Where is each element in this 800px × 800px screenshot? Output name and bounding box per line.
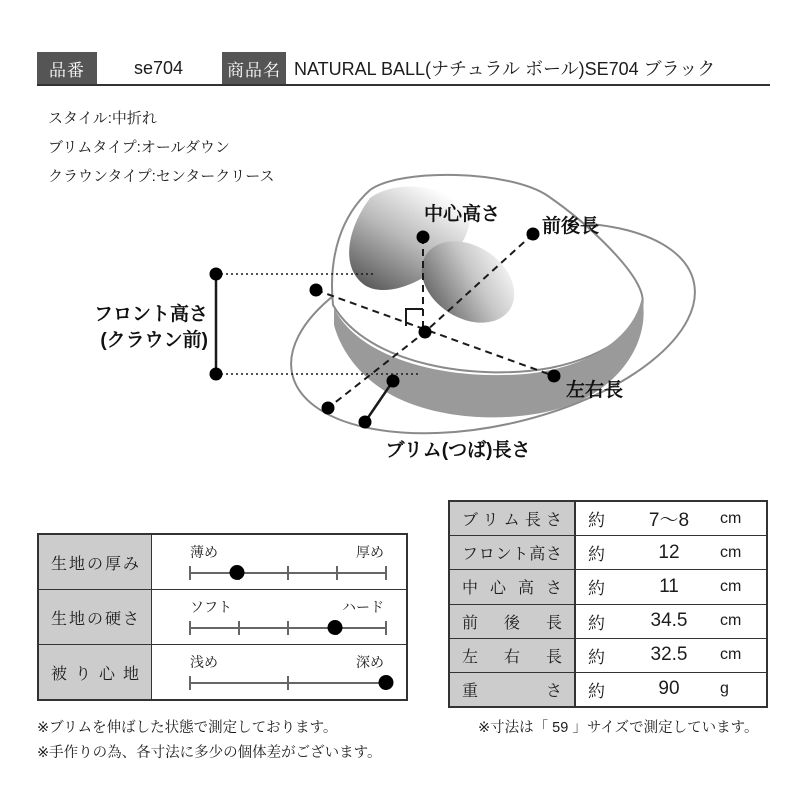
slider-label-thickness: [39, 535, 152, 589]
spec-unit: cm: [720, 577, 742, 595]
diagram-label-center-height: 中心高さ: [423, 204, 501, 225]
footnote-handmade: ※手作りの為、各寸法に多少の個体差がございます。: [37, 745, 382, 761]
item-number-value: se704: [133, 57, 184, 78]
spec-unit: g: [720, 680, 729, 698]
scale-max-label: ハード: [342, 599, 384, 615]
spec-row-brim: [450, 502, 766, 535]
slider-dot: [379, 675, 394, 690]
fabric-feel-table: [37, 533, 408, 701]
spec-label: [450, 570, 576, 603]
spec-row-left-right: [450, 638, 766, 672]
hardness-scale: [152, 590, 406, 644]
hat-diagram: [0, 170, 800, 500]
slider-row-fit: [39, 644, 406, 699]
scale-max-label: 厚め: [356, 544, 384, 560]
spec-value: 90: [658, 678, 680, 700]
spec-label-text: ブリム長さ: [462, 512, 562, 530]
spec-label-text: 左右長: [462, 648, 562, 666]
slider-label-fit: [39, 645, 152, 699]
spec-approx: 約: [588, 647, 605, 667]
scale-track: [190, 572, 386, 574]
scale-tick: [385, 566, 387, 580]
slider-label-text: 被り心地: [51, 665, 139, 683]
diagram-label-left-right: 左右長: [566, 380, 624, 401]
scale-track: [190, 627, 386, 629]
scale-tick: [336, 566, 338, 580]
slider-label-text: 生地の厚み: [51, 555, 139, 573]
spec-label: [450, 673, 576, 706]
measurement-table: [448, 500, 768, 708]
scale-tick: [385, 621, 387, 635]
scale-max-label: 深め: [356, 654, 384, 670]
scale-track: [190, 682, 386, 684]
spec-row-center-height: [450, 569, 766, 603]
thickness-scale: [152, 535, 406, 589]
spec-unit: cm: [720, 543, 742, 561]
diagram-label-front-height-sub: (クラウン前): [100, 330, 208, 351]
spec-label-text: 重さ: [462, 682, 562, 700]
spec-value: 32.5: [650, 644, 688, 666]
product-name-value: NATURAL BALL(ナチュラル ボール)SE704 ブラック: [294, 59, 716, 79]
spec-row-front-height: [450, 535, 766, 569]
spec-row-weight: [450, 672, 766, 706]
scale-tick: [287, 621, 289, 635]
spec-unit: cm: [720, 509, 742, 527]
attribute-crown-type: クラウンタイプ:センタークリース: [48, 168, 275, 185]
spec-label: [450, 536, 576, 569]
footnote-brim-measured: ※ブリムを伸ばした状態で測定しております。: [37, 720, 338, 736]
spec-value: 7〜8: [648, 510, 690, 532]
scale-tick: [287, 676, 289, 690]
scale-tick: [189, 566, 191, 580]
scale-min-label: 浅め: [190, 654, 218, 670]
fit-scale: [152, 645, 406, 699]
attribute-style: スタイル:中折れ: [48, 110, 157, 127]
slider-dot: [230, 565, 245, 580]
slider-row-thickness: [39, 535, 406, 589]
product-name-label: 商品名: [222, 52, 286, 84]
spec-unit: cm: [720, 612, 742, 630]
spec-row-front-back: [450, 604, 766, 638]
spec-approx: 約: [588, 613, 605, 633]
slider-dot: [328, 620, 343, 635]
spec-label: [450, 639, 576, 672]
slider-label-text: 生地の硬さ: [51, 610, 139, 628]
item-number-label: 品番: [37, 52, 97, 84]
slider-row-hardness: [39, 589, 406, 644]
attribute-brim-type: ブリムタイプ:オールダウン: [48, 139, 230, 156]
diagram-label-front-back: 前後長: [542, 216, 600, 237]
scale-tick: [189, 676, 191, 690]
spec-value: 11: [659, 575, 679, 597]
scale-min-label: ソフト: [190, 599, 232, 615]
spec-label: [450, 502, 576, 535]
spec-approx: 約: [588, 681, 605, 701]
diagram-label-front-height: フロント高さ: [93, 304, 208, 325]
diagram-label-brim-length: ブリム(つば)長さ: [385, 440, 531, 461]
footnote-size-59: ※寸法は「 59 」サイズで測定しています。: [478, 720, 759, 736]
spec-label-text: フロント高さ: [462, 546, 562, 564]
header-divider: [37, 84, 770, 86]
spec-label-text: 中心高さ: [462, 580, 562, 598]
scale-tick: [189, 621, 191, 635]
spec-label-text: 前後長: [462, 614, 562, 632]
scale-tick: [238, 621, 240, 635]
spec-value: 12: [658, 541, 680, 563]
scale-tick: [287, 566, 289, 580]
scale-min-label: 薄め: [190, 544, 218, 560]
spec-approx: 約: [588, 511, 605, 531]
spec-label: [450, 605, 576, 638]
spec-approx: 約: [588, 545, 605, 565]
spec-approx: 約: [588, 579, 605, 599]
spec-unit: cm: [720, 646, 742, 664]
slider-label-hardness: [39, 590, 152, 644]
spec-value: 34.5: [650, 610, 688, 632]
